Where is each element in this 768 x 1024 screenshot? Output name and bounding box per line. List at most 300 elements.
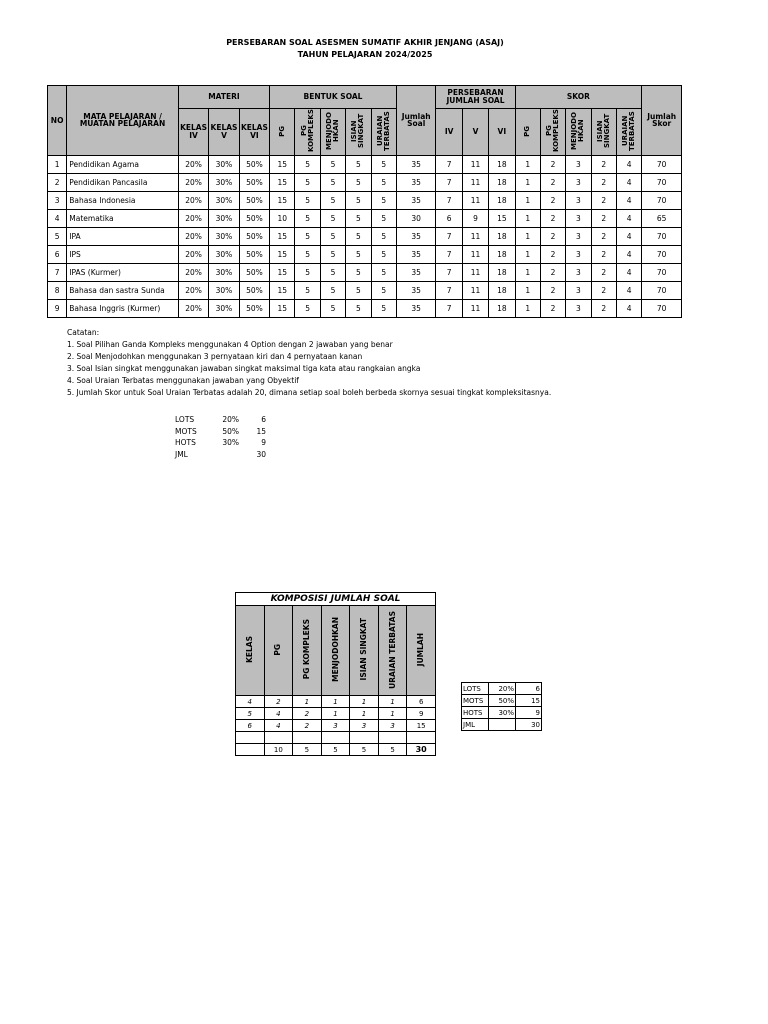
cell-jumlah-skor: 70 [642, 227, 682, 245]
cell-menjodohkan: 5 [320, 281, 345, 299]
komposisi-cell [264, 732, 293, 744]
cell-isian-singkat: 5 [346, 227, 371, 245]
cell-skor-uraian-terbatas: 4 [616, 155, 641, 173]
header-jumlah-skor: Jumlah Skor [642, 86, 682, 156]
table-row [48, 227, 682, 245]
cell-jumlah-soal: 35 [396, 191, 436, 209]
cell-skor-pg: 1 [515, 173, 540, 191]
cell-jumlah-skor: 70 [642, 191, 682, 209]
level-count: 6 [261, 415, 266, 425]
level-percent: 30% [489, 707, 516, 719]
level-percent: 30% [222, 438, 239, 448]
summary-row [175, 414, 266, 426]
header-skor-pg-kompleks [540, 109, 565, 156]
cell-no: 9 [48, 299, 67, 317]
cell-skor-pg-kompleks: 2 [540, 155, 565, 173]
komposisi-total-cell: 5 [378, 744, 407, 756]
level-percent [215, 449, 239, 461]
cell-pg-kompleks: 5 [295, 263, 320, 281]
cell-isian-singkat: 5 [346, 263, 371, 281]
komposisi-header-label: ISIAN SINGKAT [359, 618, 369, 681]
cell-jumlah-soal: 35 [396, 263, 436, 281]
komposisi-cell: 4 [236, 696, 265, 708]
cell-sebaran-iv: 7 [436, 155, 462, 173]
komposisi-total-cell: 5 [321, 744, 350, 756]
cell-jumlah-skor: 70 [642, 263, 682, 281]
summary-row [175, 449, 266, 461]
level-count: 30 [256, 449, 266, 459]
cell-subject: IPS [67, 245, 179, 263]
level-label: MOTS [175, 426, 197, 436]
komposisi-cell: 3 [321, 720, 350, 732]
table-row [48, 209, 682, 227]
cell-kelas-iv: 20% [178, 155, 208, 173]
komposisi-row [236, 708, 436, 720]
komposisi-header-label: MENJODOHKAN [330, 617, 340, 682]
komposisi-cell [293, 732, 322, 744]
cell-kelas-vi: 50% [239, 173, 269, 191]
cell-pg: 10 [270, 209, 295, 227]
side-summary-table [461, 682, 542, 731]
cell-isian-singkat: 5 [346, 299, 371, 317]
cell-uraian-terbatas: 5 [371, 173, 396, 191]
cell-pg: 15 [270, 245, 295, 263]
level-count: 30 [516, 719, 542, 731]
cell-skor-isian-singkat: 2 [591, 299, 616, 317]
note-item: 4. Soal Uraian Terbatas menggunakan jawaban yang Obyektif [67, 376, 299, 385]
cell-skor-pg: 1 [515, 263, 540, 281]
header-menjodohkan-label: MENJODO HKAN [325, 112, 340, 150]
cell-sebaran-iv: 7 [436, 299, 462, 317]
cell-kelas-iv: 20% [178, 299, 208, 317]
cell-skor-pg: 1 [515, 227, 540, 245]
cell-skor-pg: 1 [515, 155, 540, 173]
komposisi-cell: 5 [236, 708, 265, 720]
cognitive-summary-table [175, 414, 266, 460]
cell-sebaran-v: 11 [462, 227, 488, 245]
cell-pg: 15 [270, 263, 295, 281]
cell-no: 3 [48, 191, 67, 209]
cell-pg-kompleks: 5 [295, 191, 320, 209]
cell-pg: 15 [270, 173, 295, 191]
document-title: PERSEBARAN SOAL ASESMEN SUMATIF AKHIR JENJANG (ASAJ) [226, 38, 504, 47]
cell-sebaran-iv: 7 [436, 227, 462, 245]
cell-kelas-vi: 50% [239, 299, 269, 317]
cell-skor-isian-singkat: 2 [591, 191, 616, 209]
komposisi-header-cell [321, 606, 350, 696]
komposisi-total-row [236, 744, 436, 756]
cell-sebaran-v: 11 [462, 173, 488, 191]
cell-uraian-terbatas: 5 [371, 299, 396, 317]
cell-skor-isian-singkat: 2 [591, 245, 616, 263]
cell-sebaran-vi: 18 [489, 263, 515, 281]
cell-sebaran-iv: 7 [436, 281, 462, 299]
cell-sebaran-iv: 7 [436, 173, 462, 191]
cell-no: 2 [48, 173, 67, 191]
header-menjodohkan [320, 109, 345, 156]
header-iv: IV [436, 109, 462, 156]
cell-pg: 15 [270, 155, 295, 173]
cell-subject: Pendidikan Pancasila [67, 173, 179, 191]
cell-kelas-v: 30% [209, 155, 239, 173]
cell-sebaran-v: 11 [462, 299, 488, 317]
cell-skor-uraian-terbatas: 4 [616, 299, 641, 317]
header-kelas-iv: KELAS IV [178, 109, 208, 156]
komposisi-total-cell [236, 744, 265, 756]
cell-kelas-iv: 20% [178, 245, 208, 263]
notes-heading: Catatan: [67, 328, 100, 337]
header-uraian-terbatas-label: URAIAN TERBATAS [375, 111, 391, 151]
cell-no: 5 [48, 227, 67, 245]
side-summary-row [462, 719, 542, 731]
cell-menjodohkan: 5 [320, 209, 345, 227]
cell-uraian-terbatas: 5 [371, 155, 396, 173]
side-summary-row [462, 695, 542, 707]
komposisi-cell: 1 [321, 708, 350, 720]
cell-sebaran-v: 9 [462, 209, 488, 227]
cell-skor-uraian-terbatas: 4 [616, 245, 641, 263]
cell-menjodohkan: 5 [320, 191, 345, 209]
header-pg-kompleks-label: PG KOMPLEKS [299, 109, 315, 153]
cell-pg: 15 [270, 191, 295, 209]
cell-skor-menjodohkan: 3 [566, 173, 591, 191]
cell-jumlah-soal: 35 [396, 227, 436, 245]
komposisi-cell: 2 [293, 708, 322, 720]
cell-skor-pg-kompleks: 2 [540, 173, 565, 191]
note-item: 2. Soal Menjodohkan menggunakan 3 pernyataan kiri dan 4 pernyataan kanan [67, 352, 363, 361]
cell-sebaran-vi: 18 [489, 227, 515, 245]
header-persebaran: PERSEBARAN JUMLAH SOAL [436, 86, 515, 109]
header-skor-menjodohkan [566, 109, 591, 156]
cell-pg: 15 [270, 281, 295, 299]
level-count: 15 [256, 426, 266, 436]
cell-skor-uraian-terbatas: 4 [616, 227, 641, 245]
komposisi-header-label: JUMLAH [416, 632, 426, 667]
cell-sebaran-vi: 15 [489, 209, 515, 227]
cell-subject: Matematika [67, 209, 179, 227]
cell-skor-uraian-terbatas: 4 [616, 263, 641, 281]
cell-no: 4 [48, 209, 67, 227]
table-row [48, 245, 682, 263]
komposisi-cell: 9 [407, 708, 436, 720]
cell-pg-kompleks: 5 [295, 245, 320, 263]
cell-menjodohkan: 5 [320, 263, 345, 281]
komposisi-cell [236, 732, 265, 744]
cell-no: 7 [48, 263, 67, 281]
level-percent: 20% [222, 415, 239, 425]
cell-no: 1 [48, 155, 67, 173]
cell-subject: IPA [67, 227, 179, 245]
komposisi-cell: 2 [293, 720, 322, 732]
cell-sebaran-vi: 18 [489, 155, 515, 173]
level-percent: 20% [489, 683, 516, 695]
komposisi-cell: 6 [407, 696, 436, 708]
side-summary-row [462, 707, 542, 719]
komposisi-cell: 1 [378, 708, 407, 720]
document-subtitle: TAHUN PELAJARAN 2024/2025 [297, 50, 433, 59]
header-v: V [462, 109, 488, 156]
header-skor-menjodohkan-label: MENJODO HKAN [570, 112, 586, 150]
header-isian-singkat-label: ISIAN SINGKAT [350, 113, 366, 149]
cell-pg-kompleks: 5 [295, 299, 320, 317]
level-percent: 50% [489, 695, 516, 707]
komposisi-row [236, 696, 436, 708]
cell-pg-kompleks: 5 [295, 281, 320, 299]
cell-skor-menjodohkan: 3 [566, 245, 591, 263]
cell-isian-singkat: 5 [346, 173, 371, 191]
cell-jumlah-skor: 70 [642, 299, 682, 317]
cell-skor-pg: 1 [515, 299, 540, 317]
cell-skor-isian-singkat: 2 [591, 155, 616, 173]
distribution-table [47, 85, 682, 318]
cell-sebaran-vi: 18 [489, 191, 515, 209]
cell-skor-uraian-terbatas: 4 [616, 281, 641, 299]
table-row [48, 173, 682, 191]
cell-subject: Bahasa Indonesia [67, 191, 179, 209]
cell-skor-isian-singkat: 2 [591, 227, 616, 245]
komposisi-cell: 15 [407, 720, 436, 732]
cell-pg-kompleks: 5 [295, 155, 320, 173]
komposisi-cell: 1 [378, 696, 407, 708]
cell-skor-pg-kompleks: 2 [540, 227, 565, 245]
komposisi-cell: 4 [264, 708, 293, 720]
cell-skor-isian-singkat: 2 [591, 209, 616, 227]
cell-kelas-vi: 50% [239, 227, 269, 245]
notes-section [67, 327, 551, 399]
cell-pg: 15 [270, 299, 295, 317]
level-percent [489, 719, 516, 731]
cell-kelas-v: 30% [209, 227, 239, 245]
cell-sebaran-vi: 18 [489, 245, 515, 263]
table-row [48, 299, 682, 317]
cell-skor-pg: 1 [515, 281, 540, 299]
cell-skor-menjodohkan: 3 [566, 155, 591, 173]
cell-kelas-vi: 50% [239, 263, 269, 281]
cell-sebaran-iv: 7 [436, 245, 462, 263]
komposisi-total-cell: 5 [350, 744, 379, 756]
cell-kelas-iv: 20% [178, 227, 208, 245]
cell-skor-uraian-terbatas: 4 [616, 173, 641, 191]
cell-kelas-vi: 50% [239, 155, 269, 173]
cell-jumlah-skor: 70 [642, 155, 682, 173]
cell-menjodohkan: 5 [320, 173, 345, 191]
cell-sebaran-v: 11 [462, 245, 488, 263]
komposisi-total-cell: 10 [264, 744, 293, 756]
header-subject: MATA PELAJARAN / MUATAN PELAJARAN [67, 86, 179, 156]
komposisi-cell [350, 732, 379, 744]
cell-kelas-iv: 20% [178, 191, 208, 209]
header-skor-uraian-terbatas [616, 109, 641, 156]
header-jumlah-soal: Jumlah Soal [396, 86, 436, 156]
cell-no: 8 [48, 281, 67, 299]
cell-menjodohkan: 5 [320, 245, 345, 263]
cell-sebaran-vi: 18 [489, 281, 515, 299]
cell-isian-singkat: 5 [346, 209, 371, 227]
komposisi-cell [321, 732, 350, 744]
table-row [48, 263, 682, 281]
cell-menjodohkan: 5 [320, 227, 345, 245]
komposisi-header-label: PG [273, 643, 283, 656]
header-vi: VI [489, 109, 515, 156]
cell-uraian-terbatas: 5 [371, 245, 396, 263]
komposisi-table [235, 592, 436, 756]
komposisi-header-cell [378, 606, 407, 696]
cell-skor-menjodohkan: 3 [566, 281, 591, 299]
cell-kelas-vi: 50% [239, 209, 269, 227]
header-skor-isian-singkat [591, 109, 616, 156]
header-skor-pg-kompleks-label: PG KOMPLEKS [545, 109, 561, 153]
cell-uraian-terbatas: 5 [371, 191, 396, 209]
komposisi-cell: 6 [236, 720, 265, 732]
cell-uraian-terbatas: 5 [371, 227, 396, 245]
cell-kelas-vi: 50% [239, 281, 269, 299]
header-isian-singkat [346, 109, 371, 156]
cell-uraian-terbatas: 5 [371, 281, 396, 299]
komposisi-cell: 2 [264, 696, 293, 708]
cell-subject: IPAS (Kurmer) [67, 263, 179, 281]
level-count: 6 [516, 683, 542, 695]
cell-skor-menjodohkan: 3 [566, 263, 591, 281]
cell-uraian-terbatas: 5 [371, 263, 396, 281]
header-pg-kompleks [295, 109, 320, 156]
cell-skor-isian-singkat: 2 [591, 263, 616, 281]
komposisi-cell: 3 [350, 720, 379, 732]
header-skor-pg-label: PG [523, 125, 532, 137]
cell-kelas-iv: 20% [178, 209, 208, 227]
cell-kelas-v: 30% [209, 173, 239, 191]
cell-jumlah-soal: 35 [396, 245, 436, 263]
cell-skor-menjodohkan: 3 [566, 299, 591, 317]
cell-subject: Bahasa Inggris (Kurmer) [67, 299, 179, 317]
header-uraian-terbatas [371, 109, 396, 156]
cell-jumlah-skor: 70 [642, 173, 682, 191]
komposisi-cell: 1 [293, 696, 322, 708]
header-kelas-vi: KELAS VI [239, 109, 269, 156]
cell-skor-pg-kompleks: 2 [540, 191, 565, 209]
cell-jumlah-skor: 70 [642, 281, 682, 299]
cell-kelas-v: 30% [209, 245, 239, 263]
cell-skor-uraian-terbatas: 4 [616, 191, 641, 209]
level-label: HOTS [175, 438, 196, 448]
cell-menjodohkan: 5 [320, 155, 345, 173]
komposisi-cell [378, 732, 407, 744]
cell-jumlah-soal: 30 [396, 209, 436, 227]
komposisi-total-cell: 5 [293, 744, 322, 756]
level-count: 9 [261, 438, 266, 448]
cell-pg: 15 [270, 227, 295, 245]
cell-kelas-iv: 20% [178, 263, 208, 281]
komposisi-cell: 1 [321, 696, 350, 708]
cell-skor-pg: 1 [515, 245, 540, 263]
cell-jumlah-soal: 35 [396, 155, 436, 173]
side-summary-row [462, 683, 542, 695]
cell-skor-isian-singkat: 2 [591, 281, 616, 299]
summary-row [175, 426, 266, 438]
komposisi-header-label: KELAS [244, 636, 254, 663]
table-row [48, 155, 682, 173]
cell-kelas-v: 30% [209, 281, 239, 299]
cell-skor-pg-kompleks: 2 [540, 299, 565, 317]
level-count: 9 [516, 707, 542, 719]
komposisi-header-cell [350, 606, 379, 696]
header-bentuk-soal: BENTUK SOAL [270, 86, 397, 109]
cell-subject: Bahasa dan sastra Sunda [67, 281, 179, 299]
cell-kelas-vi: 50% [239, 245, 269, 263]
level-label: JML [462, 719, 489, 731]
cell-jumlah-skor: 65 [642, 209, 682, 227]
cell-subject: Pendidikan Agama [67, 155, 179, 173]
table-row [48, 281, 682, 299]
komposisi-header-label: URAIAN TERBATAS [387, 610, 397, 689]
komposisi-title: KOMPOSISI JUMLAH SOAL [236, 593, 436, 606]
komposisi-row [236, 720, 436, 732]
cell-menjodohkan: 5 [320, 299, 345, 317]
cell-sebaran-v: 11 [462, 263, 488, 281]
cell-sebaran-v: 11 [462, 155, 488, 173]
header-pg [270, 109, 295, 156]
cell-kelas-v: 30% [209, 209, 239, 227]
header-no: NO [48, 86, 67, 156]
cell-sebaran-iv: 6 [436, 209, 462, 227]
komposisi-cell: 1 [350, 708, 379, 720]
cell-pg-kompleks: 5 [295, 209, 320, 227]
cell-sebaran-vi: 18 [489, 173, 515, 191]
cell-sebaran-v: 11 [462, 281, 488, 299]
cell-pg-kompleks: 5 [295, 227, 320, 245]
cell-pg-kompleks: 5 [295, 173, 320, 191]
cell-kelas-v: 30% [209, 191, 239, 209]
cell-jumlah-skor: 70 [642, 245, 682, 263]
cell-sebaran-vi: 18 [489, 299, 515, 317]
komposisi-row [236, 732, 436, 744]
level-label: MOTS [462, 695, 489, 707]
komposisi-cell: 3 [378, 720, 407, 732]
header-kelas-v: KELAS V [209, 109, 239, 156]
note-item: 3. Soal Isian singkat menggunakan jawaban singkat maksimal tiga kata atau rangkaian angka [67, 364, 421, 373]
level-percent: 50% [222, 426, 239, 436]
komposisi-header-cell [407, 606, 436, 696]
table-row [48, 191, 682, 209]
cell-skor-pg: 1 [515, 191, 540, 209]
cell-kelas-v: 30% [209, 263, 239, 281]
cell-isian-singkat: 5 [346, 155, 371, 173]
level-count: 15 [516, 695, 542, 707]
cell-isian-singkat: 5 [346, 281, 371, 299]
cell-isian-singkat: 5 [346, 191, 371, 209]
header-materi: MATERI [178, 86, 269, 109]
komposisi-header-cell [264, 606, 293, 696]
level-label: LOTS [462, 683, 489, 695]
distribution-table-body [48, 155, 682, 317]
cell-kelas-v: 30% [209, 299, 239, 317]
cell-skor-isian-singkat: 2 [591, 173, 616, 191]
cell-skor-pg-kompleks: 2 [540, 245, 565, 263]
cell-kelas-vi: 50% [239, 191, 269, 209]
header-pg-label: PG [277, 125, 286, 137]
cell-skor-menjodohkan: 3 [566, 191, 591, 209]
header-skor-pg [515, 109, 540, 156]
level-label: LOTS [175, 415, 195, 425]
cell-jumlah-soal: 35 [396, 281, 436, 299]
cell-skor-menjodohkan: 3 [566, 209, 591, 227]
note-item: 5. Jumlah Skor untuk Soal Uraian Terbatas adalah 20, dimana setiap soal boleh berbeda skornya sesuai tingkat kompleksitasnya. [67, 388, 552, 397]
komposisi-cell [407, 732, 436, 744]
cell-skor-pg-kompleks: 2 [540, 209, 565, 227]
komposisi-cell: 4 [264, 720, 293, 732]
cell-skor-pg-kompleks: 2 [540, 281, 565, 299]
cell-sebaran-iv: 7 [436, 191, 462, 209]
note-item: 1. Soal Pilihan Ganda Kompleks menggunakan 4 Option dengan 2 jawaban yang benar [67, 340, 393, 349]
